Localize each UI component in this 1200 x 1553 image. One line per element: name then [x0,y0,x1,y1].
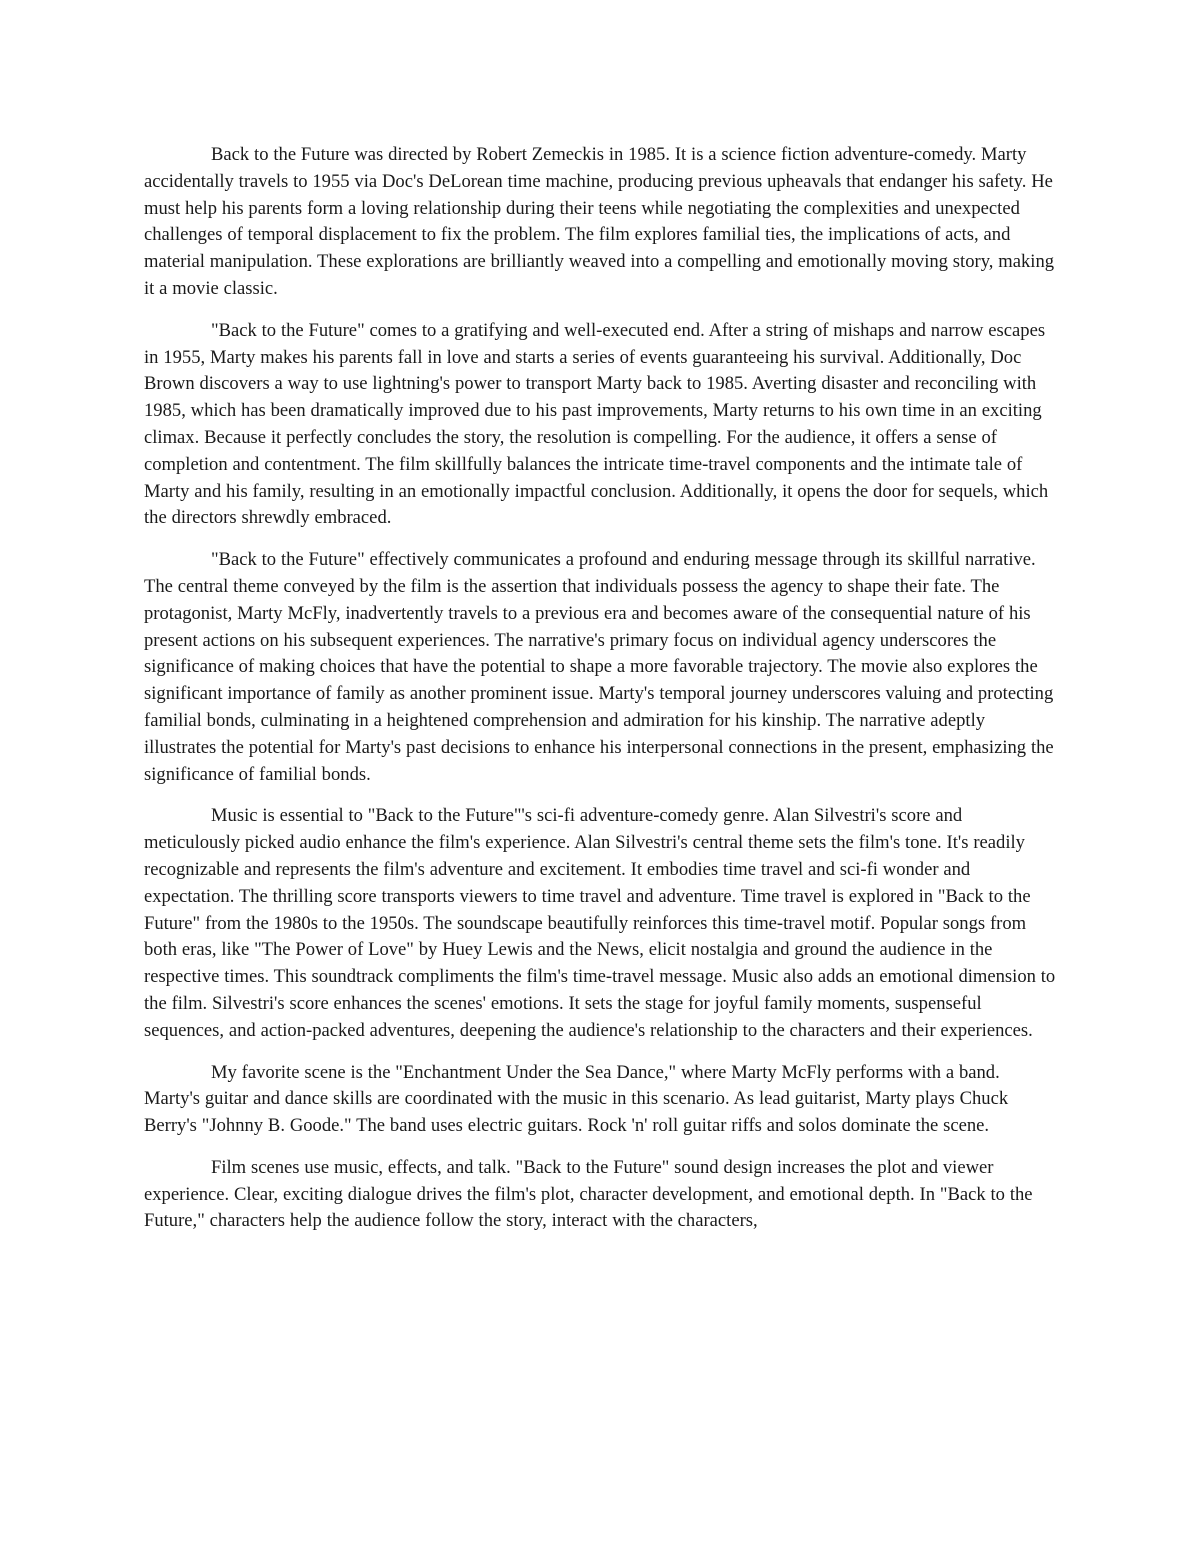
paragraph-intro: Back to the Future was directed by Robert Zemeckis in 1985. It is a science fiction adventure-comedy. Marty accidentally travels to 1955 via Doc's DeLorean time machine, producing previous upheavals that endanger his safety. He must help his parents form a loving relationship during their teens while negotiating the complexities and unexpected challenges of temporal displacement to fix the problem. The film explores familial ties, the implications of acts, and material manipulation. These explorations are brilliantly weaved into a compelling and emotionally moving story, making it a movie classic. [144,144,1055,299]
paragraph-sound-design: Film scenes use music, effects, and talk. "Back to the Future" sound design increases the plot and viewer experience. Clear, exciting dialogue drives the film's plot, character development, and emotional depth. In "Back to the Future," characters help the audience follow the story, interact with the characters, [144,1156,1033,1232]
document-body [144,142,1056,1250]
paragraph-theme: "Back to the Future" effectively communicates a profound and enduring message through its skillful narrative. The central theme conveyed by the film is the assertion that individuals possess the agency to shape their fate. The protagonist, Marty McFly, inadvertently travels to a previous era and becomes aware of the consequential nature of his present actions on his subsequent experiences. The narrative's primary focus on individual agency underscores the significance of making choices that have the potential to shape a more favorable trajectory. The movie also explores the significant importance of family as another prominent issue. Marty's temporal journey underscores valuing and protecting familial bonds, culminating in a heightened comprehension and admiration for his kinship. The narrative adeptly illustrates the potential for Marty's past decisions to enhance his interpersonal connections in the present, emphasizing the significance of familial bonds. [144,549,1054,785]
paragraph-resolution: "Back to the Future" comes to a gratifying and well-executed end. After a string of mishaps and narrow escapes in 1955, Marty makes his parents fall in love and starts a series of events guaranteeing his survival. Additionally, Doc Brown discovers a way to use lightning's power to transport Marty back to 1985. Averting disaster and reconciling with 1985, which has been dramatically improved due to his past improvements, Marty returns to his own time in an exciting climax. Because it perfectly concludes the story, the resolution is compelling. For the audience, it offers a sense of completion and contentment. The film skillfully balances the intricate time-travel components and the intimate tale of Marty and his family, resulting in an emotionally impactful conclusion. Additionally, it opens the door for sequels, which the directors shrewdly embraced. [144,319,1049,529]
paragraph-music: Music is essential to "Back to the Future"'s sci-fi adventure-comedy genre. Alan Silvestri's score and meticulously picked audio enhance the film's experience. Alan Silvestri's central theme sets the film's tone. It's readily recognizable and represents the film's adventure and excitement. It embodies time travel and sci-fi wonder and expectation. The thrilling score transports viewers to time travel and adventure. Time travel is explored in "Back to the Future" from the 1980s to the 1950s. The soundscape beautifully reinforces this time-travel motif. Popular songs from both eras, like "The Power of Love" by Huey Lewis and the News, elicit nostalgia and ground the audience in the respective times. This soundtrack compliments the film's time-travel message. Music also adds an emotional dimension to the film. Silvestri's score enhances the scenes' emotions. It sets the stage for joyful family moments, suspenseful sequences, and action-packed adventures, deepening the audience's relationship to the characters and their experiences. [144,805,1056,1041]
paragraph-favorite-scene: My favorite scene is the "Enchantment Under the Sea Dance," where Marty McFly performs with a band. Marty's guitar and dance skills are coordinated with the music in this scenario. As lead guitarist, Marty plays Chuck Berry's "Johnny B. Goode." The band uses electric guitars. Rock 'n' roll guitar riffs and solos dominate the scene. [144,1061,1009,1137]
